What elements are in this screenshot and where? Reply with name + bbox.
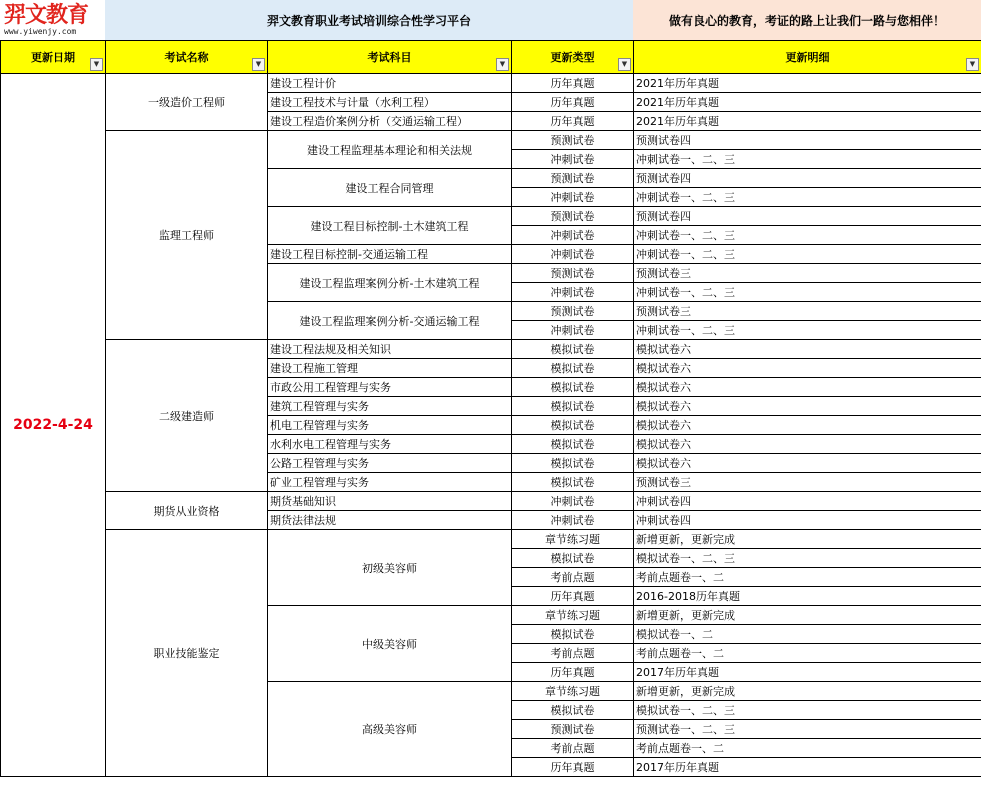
column-header-detail[interactable] — [634, 41, 981, 74]
update-table-container — [0, 40, 981, 777]
update-type-cell[interactable]: 历年真题 — [512, 93, 634, 112]
update-type-cell[interactable]: 冲刺试卷 — [512, 150, 634, 169]
update-type-cell[interactable]: 预测试卷 — [512, 302, 634, 321]
exam-name-cell[interactable]: 期货从业资格 — [106, 492, 268, 530]
update-detail-cell[interactable]: 考前点题卷一、二 — [634, 739, 981, 758]
update-type-cell[interactable]: 模拟试卷 — [512, 397, 634, 416]
subject-cell[interactable]: 建设工程监理案例分析-交通运输工程 — [268, 302, 512, 340]
update-type-cell[interactable]: 预测试卷 — [512, 169, 634, 188]
subject-cell[interactable]: 机电工程管理与实务 — [268, 416, 512, 435]
subject-cell[interactable]: 建设工程施工管理 — [268, 359, 512, 378]
update-detail-cell[interactable]: 预测试卷四 — [634, 169, 981, 188]
exam-name-cell[interactable]: 监理工程师 — [106, 131, 268, 340]
update-detail-cell[interactable]: 模拟试卷六 — [634, 378, 981, 397]
column-header-exam[interactable] — [106, 41, 268, 74]
update-type-cell[interactable]: 预测试卷 — [512, 131, 634, 150]
column-header-subject-label: 考试科目 — [367, 51, 412, 64]
update-detail-cell[interactable]: 预测试卷四 — [634, 131, 981, 150]
update-table — [0, 40, 981, 777]
update-detail-cell[interactable]: 冲刺试卷一、二、三 — [634, 150, 981, 169]
update-detail-cell[interactable]: 冲刺试卷一、二、三 — [634, 321, 981, 340]
update-detail-cell[interactable]: 冲刺试卷一、二、三 — [634, 283, 981, 302]
update-type-cell[interactable]: 预测试卷 — [512, 720, 634, 739]
filter-dropdown-icon[interactable]: ▼ — [618, 58, 631, 71]
update-detail-cell[interactable]: 新增更新，更新完成 — [634, 530, 981, 549]
subject-cell[interactable]: 建设工程监理基本理论和相关法规 — [268, 131, 512, 169]
update-type-cell[interactable]: 章节练习题 — [512, 682, 634, 701]
update-type-cell[interactable]: 预测试卷 — [512, 264, 634, 283]
update-detail-cell[interactable]: 模拟试卷一、二、三 — [634, 701, 981, 720]
update-detail-cell[interactable]: 模拟试卷一、二、三 — [634, 549, 981, 568]
update-type-cell[interactable]: 历年真题 — [512, 112, 634, 131]
update-detail-cell[interactable]: 2017年历年真题 — [634, 758, 981, 777]
update-detail-cell[interactable]: 模拟试卷六 — [634, 416, 981, 435]
update-detail-cell[interactable]: 模拟试卷六 — [634, 340, 981, 359]
update-type-cell[interactable]: 冲刺试卷 — [512, 188, 634, 207]
subject-cell[interactable]: 建设工程计价 — [268, 74, 512, 93]
subject-cell[interactable]: 建设工程目标控制-土木建筑工程 — [268, 207, 512, 245]
table-row — [1, 131, 981, 150]
subject-cell[interactable]: 期货基础知识 — [268, 492, 512, 511]
column-header-date-label: 更新日期 — [31, 51, 75, 64]
filter-dropdown-icon[interactable]: ▼ — [496, 58, 509, 71]
update-type-cell[interactable]: 模拟试卷 — [512, 625, 634, 644]
update-detail-cell[interactable]: 2021年历年真题 — [634, 112, 981, 131]
update-type-cell[interactable]: 模拟试卷 — [512, 473, 634, 492]
update-type-cell[interactable]: 考前点题 — [512, 568, 634, 587]
subject-cell[interactable]: 水利水电工程管理与实务 — [268, 435, 512, 454]
subject-cell[interactable]: 高级美容师 — [268, 682, 512, 777]
subject-cell[interactable]: 期货法律法规 — [268, 511, 512, 530]
platform-title: 羿文教育职业考试培训综合性学习平台 — [105, 0, 633, 40]
update-type-cell[interactable]: 历年真题 — [512, 587, 634, 606]
update-type-cell[interactable]: 模拟试卷 — [512, 454, 634, 473]
update-detail-cell[interactable]: 考前点题卷一、二 — [634, 568, 981, 587]
update-detail-cell[interactable]: 模拟试卷六 — [634, 397, 981, 416]
update-detail-cell[interactable]: 冲刺试卷四 — [634, 511, 981, 530]
exam-name-cell[interactable]: 职业技能鉴定 — [106, 530, 268, 777]
update-detail-cell[interactable]: 冲刺试卷一、二、三 — [634, 188, 981, 207]
update-type-cell[interactable]: 冲刺试卷 — [512, 321, 634, 340]
column-header-exam-label: 考试名称 — [164, 51, 209, 64]
update-detail-cell[interactable]: 预测试卷三 — [634, 264, 981, 283]
column-header-date[interactable] — [1, 41, 106, 74]
table-row — [1, 530, 981, 549]
subject-cell[interactable]: 中级美容师 — [268, 606, 512, 682]
update-type-cell[interactable]: 模拟试卷 — [512, 549, 634, 568]
subject-cell[interactable]: 矿业工程管理与实务 — [268, 473, 512, 492]
subject-cell[interactable]: 建设工程目标控制-交通运输工程 — [268, 245, 512, 264]
filter-dropdown-icon[interactable]: ▼ — [966, 58, 979, 71]
update-detail-cell[interactable]: 预测试卷三 — [634, 302, 981, 321]
table-row — [1, 492, 981, 511]
column-header-type-label: 更新类型 — [550, 51, 595, 64]
update-type-cell[interactable]: 章节练习题 — [512, 606, 634, 625]
update-detail-cell[interactable]: 预测试卷四 — [634, 207, 981, 226]
subject-cell[interactable]: 建设工程法规及相关知识 — [268, 340, 512, 359]
update-detail-cell[interactable]: 冲刺试卷一、二、三 — [634, 245, 981, 264]
subject-cell[interactable]: 市政公用工程管理与实务 — [268, 378, 512, 397]
update-type-cell[interactable]: 模拟试卷 — [512, 378, 634, 397]
subject-cell[interactable]: 建筑工程管理与实务 — [268, 397, 512, 416]
update-type-cell[interactable]: 考前点题 — [512, 739, 634, 758]
column-header-type[interactable] — [512, 41, 634, 74]
update-detail-cell[interactable]: 冲刺试卷一、二、三 — [634, 226, 981, 245]
update-detail-cell[interactable]: 考前点题卷一、二 — [634, 644, 981, 663]
update-type-cell[interactable]: 冲刺试卷 — [512, 226, 634, 245]
update-type-cell[interactable]: 历年真题 — [512, 758, 634, 777]
update-detail-cell[interactable]: 预测试卷三 — [634, 473, 981, 492]
filter-dropdown-icon[interactable]: ▼ — [252, 58, 265, 71]
update-detail-cell[interactable]: 冲刺试卷四 — [634, 492, 981, 511]
update-detail-cell[interactable]: 2016-2018历年真题 — [634, 587, 981, 606]
subject-cell[interactable]: 建设工程技术与计量（水利工程） — [268, 93, 512, 112]
update-detail-cell[interactable]: 新增更新，更新完成 — [634, 606, 981, 625]
column-header-detail-label: 更新明细 — [785, 51, 830, 64]
update-detail-cell[interactable]: 模拟试卷六 — [634, 454, 981, 473]
update-detail-cell[interactable]: 新增更新，更新完成 — [634, 682, 981, 701]
subject-cell[interactable]: 建设工程合同管理 — [268, 169, 512, 207]
update-type-cell[interactable]: 模拟试卷 — [512, 701, 634, 720]
update-type-cell[interactable]: 模拟试卷 — [512, 340, 634, 359]
update-type-cell[interactable]: 模拟试卷 — [512, 359, 634, 378]
update-detail-cell[interactable]: 模拟试卷一、二 — [634, 625, 981, 644]
column-header-subject[interactable] — [268, 41, 512, 74]
update-type-cell[interactable]: 章节练习题 — [512, 530, 634, 549]
header-row — [1, 41, 981, 74]
logo-brand: 羿文教育 — [4, 2, 89, 28]
update-type-cell[interactable]: 考前点题 — [512, 644, 634, 663]
update-type-cell[interactable]: 模拟试卷 — [512, 435, 634, 454]
update-type-cell[interactable]: 冲刺试卷 — [512, 511, 634, 530]
filter-active-icon[interactable]: ▼ — [90, 58, 103, 71]
subject-cell[interactable]: 建设工程造价案例分析（交通运输工程） — [268, 112, 512, 131]
brand-logo — [0, 0, 105, 40]
update-type-cell[interactable]: 冲刺试卷 — [512, 492, 634, 511]
update-type-cell[interactable]: 预测试卷 — [512, 207, 634, 226]
update-date-cell[interactable]: 2022-4-24 — [1, 74, 106, 777]
update-detail-cell[interactable]: 2017年历年真题 — [634, 663, 981, 682]
subject-cell[interactable]: 初级美容师 — [268, 530, 512, 606]
update-type-cell[interactable]: 冲刺试卷 — [512, 245, 634, 264]
table-row — [1, 74, 981, 93]
update-type-cell[interactable]: 历年真题 — [512, 663, 634, 682]
update-type-cell[interactable]: 冲刺试卷 — [512, 283, 634, 302]
update-detail-cell[interactable]: 模拟试卷六 — [634, 359, 981, 378]
exam-name-cell[interactable]: 二级建造师 — [106, 340, 268, 492]
update-detail-cell[interactable]: 2021年历年真题 — [634, 93, 981, 112]
update-detail-cell[interactable]: 预测试卷一、二、三 — [634, 720, 981, 739]
update-type-cell[interactable]: 历年真题 — [512, 74, 634, 93]
table-row — [1, 340, 981, 359]
slogan: 做有良心的教育，考证的路上让我们一路与您相伴！ — [633, 0, 981, 40]
subject-cell[interactable]: 建设工程监理案例分析-土木建筑工程 — [268, 264, 512, 302]
update-type-cell[interactable]: 模拟试卷 — [512, 416, 634, 435]
logo-url: www.yiwenjy.com — [4, 27, 77, 36]
update-detail-cell[interactable]: 模拟试卷六 — [634, 435, 981, 454]
update-detail-cell[interactable]: 2021年历年真题 — [634, 74, 981, 93]
exam-name-cell[interactable]: 一级造价工程师 — [106, 74, 268, 131]
subject-cell[interactable]: 公路工程管理与实务 — [268, 454, 512, 473]
